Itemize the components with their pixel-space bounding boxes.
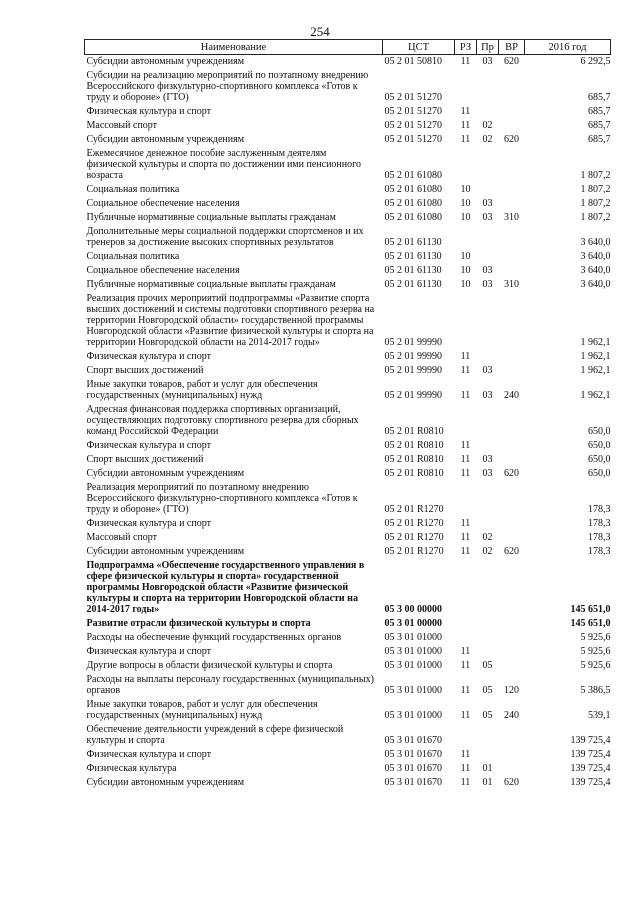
cell-sum: 685,7: [588, 106, 611, 117]
cell-pr: [477, 225, 499, 250]
cell-rz: [455, 403, 477, 439]
cell-name: Спорт высших достижений: [86, 365, 204, 376]
cell-rz: 10: [460, 265, 471, 276]
cell-name: Физическая культура и спорт: [86, 749, 211, 760]
header-sum: 2016 год: [525, 40, 611, 55]
cell-sum: 5 925,6: [580, 632, 611, 643]
cell-sum: 1 807,2: [580, 212, 611, 223]
cell-vr: [499, 481, 525, 517]
cell-sum: 1 807,2: [580, 198, 611, 209]
cell-cst: 05 2 01 61130: [384, 237, 442, 248]
cell-rz: 11: [460, 546, 471, 557]
table-row: [85, 378, 611, 403]
cell-pr: 01: [482, 763, 493, 774]
budget-table: [84, 39, 611, 790]
cell-cst: 05 3 01 01000: [384, 685, 442, 696]
cell-pr: [477, 723, 499, 748]
cell-vr: [499, 631, 525, 645]
cell-vr: 240: [504, 710, 519, 721]
cell-name: Социальное обеспечение населения: [86, 198, 240, 209]
cell-pr: 01: [482, 777, 493, 788]
cell-sum: 1 807,2: [580, 170, 611, 181]
cell-pr: 03: [482, 198, 493, 209]
cell-cst: 05 2 01 99990: [384, 337, 442, 348]
table-row: [85, 545, 611, 559]
cell-vr: [499, 559, 525, 617]
cell-rz: 11: [460, 454, 471, 465]
table-row: [85, 762, 611, 776]
cell-vr: [499, 197, 525, 211]
cell-cst: 05 2 01 50810: [384, 56, 442, 67]
cell-sum: 1 807,2: [580, 184, 611, 195]
cell-cst: 05 2 01 61080: [384, 198, 442, 209]
cell-vr: 120: [504, 685, 519, 696]
cell-name: Физическая культура и спорт: [86, 440, 211, 451]
cell-name: Публичные нормативные социальные выплаты гражданам: [86, 212, 336, 223]
cell-name: Подпрограмма «Обеспечение государственного управления в сфере физической культуры и спорта» государственной программы Новгородской области «Развитие физической культуры и спорта на территории Новгородской области на 2014-2017 годы»: [86, 560, 365, 615]
cell-vr: [499, 147, 525, 183]
cell-cst: 05 2 01 61080: [384, 184, 442, 195]
cell-pr: [477, 481, 499, 517]
table-row: [85, 481, 611, 517]
header-pr: Пр: [477, 40, 499, 55]
table-row: [85, 776, 611, 790]
cell-vr: [499, 762, 525, 776]
cell-cst: 05 2 01 R0810: [384, 440, 444, 451]
cell-cst: 05 2 01 R0810: [384, 468, 444, 479]
table-row: [85, 278, 611, 292]
table-row: [85, 559, 611, 617]
cell-name: Субсидии автономным учреждениям: [86, 546, 245, 557]
cell-rz: 11: [460, 134, 471, 145]
cell-vr: [499, 292, 525, 350]
cell-rz: 11: [460, 120, 471, 131]
cell-rz: [455, 481, 477, 517]
cell-rz: 11: [460, 749, 471, 760]
cell-sum: 6 292,5: [580, 56, 611, 67]
cell-cst: 05 2 01 99990: [384, 390, 442, 401]
cell-pr: [477, 69, 499, 105]
cell-name: Обеспечение деятельности учреждений в сфере физической культуры и спорта: [86, 724, 344, 746]
table-row: [85, 119, 611, 133]
cell-sum: 3 640,0: [580, 279, 611, 290]
cell-name: Субсидии автономным учреждениям: [86, 134, 245, 145]
cell-sum: 1 962,1: [580, 351, 611, 362]
table-row: [85, 631, 611, 645]
table-row: [85, 105, 611, 119]
table-row: [85, 250, 611, 264]
cell-sum: 5 925,6: [580, 646, 611, 657]
table-row: [85, 748, 611, 762]
cell-sum: 650,0: [588, 426, 611, 437]
cell-pr: 02: [482, 532, 493, 543]
cell-cst: 05 3 01 01000: [384, 646, 442, 657]
cell-name: Субсидии на реализацию мероприятий по поэтапному внедрению Всероссийского физкультурно-спортивного комплекса «Готов к труду и обороне» (ГТО): [86, 70, 369, 103]
cell-pr: [477, 183, 499, 197]
table-row: [85, 723, 611, 748]
cell-rz: 11: [460, 468, 471, 479]
cell-pr: [477, 559, 499, 617]
cell-vr: 620: [504, 134, 519, 145]
cell-pr: 03: [482, 390, 493, 401]
cell-rz: 10: [460, 279, 471, 290]
cell-rz: [455, 617, 477, 631]
cell-cst: 05 2 01 99990: [384, 351, 442, 362]
cell-rz: 11: [460, 763, 471, 774]
cell-pr: [477, 292, 499, 350]
cell-name: Физическая культура и спорт: [86, 106, 211, 117]
cell-rz: 10: [460, 212, 471, 223]
table-row: [85, 69, 611, 105]
cell-rz: 11: [460, 365, 471, 376]
cell-pr: 05: [482, 710, 493, 721]
cell-sum: 650,0: [588, 468, 611, 479]
cell-pr: [477, 439, 499, 453]
cell-pr: 02: [482, 120, 493, 131]
cell-vr: 310: [504, 212, 519, 223]
cell-pr: [477, 105, 499, 119]
cell-cst: 05 2 01 R1270: [384, 532, 444, 543]
cell-rz: 11: [460, 777, 471, 788]
cell-pr: [477, 350, 499, 364]
table-row: [85, 673, 611, 698]
cell-sum: 178,3: [588, 546, 611, 557]
cell-rz: 11: [460, 646, 471, 657]
cell-sum: 139 725,4: [570, 777, 611, 788]
cell-sum: 139 725,4: [570, 749, 611, 760]
cell-cst: 05 3 01 01670: [384, 763, 442, 774]
cell-rz: [455, 292, 477, 350]
cell-name: Другие вопросы в области физической культуры и спорта: [86, 660, 333, 671]
cell-vr: [499, 748, 525, 762]
cell-sum: 5 925,6: [580, 660, 611, 671]
table-row: [85, 55, 611, 70]
table-row: [85, 133, 611, 147]
table-row: [85, 264, 611, 278]
cell-sum: 139 725,4: [570, 763, 611, 774]
cell-cst: 05 3 01 01000: [384, 660, 442, 671]
cell-name: Субсидии автономным учреждениям: [86, 56, 245, 67]
cell-cst: 05 3 01 00000: [384, 618, 442, 629]
table-row: [85, 517, 611, 531]
cell-sum: 685,7: [588, 92, 611, 103]
cell-vr: [499, 183, 525, 197]
cell-vr: [499, 617, 525, 631]
cell-cst: 05 2 01 R1270: [384, 546, 444, 557]
cell-sum: 539,1: [588, 710, 611, 721]
cell-vr: 620: [504, 468, 519, 479]
cell-sum: 1 962,1: [580, 337, 611, 348]
table-row: [85, 453, 611, 467]
cell-pr: [477, 617, 499, 631]
cell-name: Расходы на обеспечение функций государственных органов: [86, 632, 342, 643]
table-row: [85, 617, 611, 631]
cell-cst: 05 2 01 51270: [384, 106, 442, 117]
cell-vr: 310: [504, 279, 519, 290]
cell-name: Иные закупки товаров, работ и услуг для обеспечения государственных (муниципальных) нужд: [86, 699, 318, 721]
cell-pr: [477, 517, 499, 531]
cell-vr: [499, 364, 525, 378]
cell-vr: [499, 453, 525, 467]
cell-rz: 11: [460, 390, 471, 401]
cell-sum: 145 651,0: [570, 618, 611, 629]
cell-rz: [455, 69, 477, 105]
table-row: [85, 225, 611, 250]
cell-name: Массовый спорт: [86, 532, 158, 543]
cell-rz: 11: [460, 440, 471, 451]
cell-rz: 10: [460, 184, 471, 195]
cell-cst: 05 2 01 51270: [384, 120, 442, 131]
cell-name: Массовый спорт: [86, 120, 158, 131]
cell-cst: 05 3 01 01000: [384, 632, 442, 643]
cell-name: Спорт высших достижений: [86, 454, 204, 465]
header-cst: ЦСТ: [383, 40, 455, 55]
cell-sum: 1 962,1: [580, 390, 611, 401]
header-vr: ВР: [499, 40, 525, 55]
table-body: [85, 55, 611, 791]
cell-pr: 05: [482, 660, 493, 671]
cell-cst: 05 3 01 01000: [384, 710, 442, 721]
cell-name: Субсидии автономным учреждениям: [86, 777, 245, 788]
cell-name: Социальное обеспечение населения: [86, 265, 240, 276]
cell-sum: 3 640,0: [580, 251, 611, 262]
cell-name: Реализация мероприятий по поэтапному внедрению Всероссийского физкультурно-спортивного комплекса «Готов к труду и обороне» (ГТО): [86, 482, 358, 515]
cell-pr: [477, 403, 499, 439]
table-header: [85, 40, 611, 55]
cell-name: Физическая культура и спорт: [86, 646, 211, 657]
header-rz: РЗ: [455, 40, 477, 55]
table-row: [85, 439, 611, 453]
cell-pr: 03: [482, 454, 493, 465]
cell-rz: 11: [460, 685, 471, 696]
page-number: 254: [310, 24, 330, 39]
cell-cst: 05 3 01 01670: [384, 777, 442, 788]
cell-vr: [499, 659, 525, 673]
cell-cst: 05 2 01 R0810: [384, 454, 444, 465]
cell-rz: 10: [460, 198, 471, 209]
cell-pr: 03: [482, 365, 493, 376]
cell-rz: 11: [460, 351, 471, 362]
cell-rz: [455, 225, 477, 250]
cell-vr: [499, 105, 525, 119]
cell-rz: [455, 147, 477, 183]
cell-vr: [499, 517, 525, 531]
cell-cst: 05 2 01 99990: [384, 365, 442, 376]
cell-pr: [477, 645, 499, 659]
cell-sum: 145 651,0: [570, 604, 611, 615]
cell-pr: [477, 748, 499, 762]
cell-sum: 1 962,1: [580, 365, 611, 376]
cell-sum: 3 640,0: [580, 237, 611, 248]
cell-vr: [499, 403, 525, 439]
cell-vr: 620: [504, 546, 519, 557]
cell-vr: [499, 645, 525, 659]
cell-pr: 03: [482, 56, 493, 67]
cell-sum: 3 640,0: [580, 265, 611, 276]
table-row: [85, 403, 611, 439]
cell-vr: [499, 225, 525, 250]
cell-rz: 11: [460, 660, 471, 671]
cell-pr: [477, 631, 499, 645]
cell-cst: 05 2 01 61080: [384, 212, 442, 223]
cell-pr: 05: [482, 685, 493, 696]
table-row: [85, 147, 611, 183]
table-row: [85, 659, 611, 673]
cell-vr: 620: [504, 56, 519, 67]
table-row: [85, 211, 611, 225]
cell-vr: [499, 350, 525, 364]
cell-vr: 240: [504, 390, 519, 401]
cell-sum: 139 725,4: [570, 735, 611, 746]
cell-cst: 05 2 01 51270: [384, 92, 442, 103]
cell-name: Расходы на выплаты персоналу государственных (муниципальных) органов: [86, 674, 374, 696]
cell-vr: [499, 723, 525, 748]
cell-rz: [455, 631, 477, 645]
cell-pr: 02: [482, 134, 493, 145]
cell-cst: 05 3 00 00000: [384, 604, 442, 615]
cell-pr: [477, 147, 499, 183]
cell-cst: 05 2 01 R0810: [384, 426, 444, 437]
cell-rz: [455, 723, 477, 748]
table-row: [85, 698, 611, 723]
cell-name: Физическая культура и спорт: [86, 351, 211, 362]
cell-pr: 03: [482, 279, 493, 290]
cell-vr: [499, 250, 525, 264]
cell-sum: 685,7: [588, 120, 611, 131]
cell-vr: [499, 119, 525, 133]
table-row: [85, 645, 611, 659]
cell-cst: 05 2 01 61130: [384, 265, 442, 276]
cell-vr: [499, 439, 525, 453]
cell-sum: 685,7: [588, 134, 611, 145]
cell-pr: [477, 250, 499, 264]
table-row: [85, 183, 611, 197]
cell-sum: 178,3: [588, 532, 611, 543]
cell-vr: [499, 69, 525, 105]
cell-rz: 10: [460, 251, 471, 262]
cell-name: Дополнительные меры социальной поддержки спортсменов и их тренеров за достижение высоких спортивных результатов: [86, 226, 364, 248]
cell-rz: 11: [460, 106, 471, 117]
table-row: [85, 364, 611, 378]
cell-sum: 650,0: [588, 440, 611, 451]
cell-name: Социальная политика: [86, 184, 180, 195]
cell-pr: 03: [482, 468, 493, 479]
cell-rz: 11: [460, 532, 471, 543]
cell-name: Реализация прочих мероприятий подпрограммы «Развитие спорта высших достижений и системы подготовки спортивного резерва на территории Новгородской области» государственной программы Новгородской области «Развитие физической культуры и спорта на территории Новгородской области на 2014-2017 годы»: [86, 293, 375, 348]
cell-vr: 620: [504, 777, 519, 788]
cell-cst: 05 2 01 61080: [384, 170, 442, 181]
cell-rz: 11: [460, 710, 471, 721]
table-row: [85, 531, 611, 545]
cell-pr: 03: [482, 212, 493, 223]
cell-sum: 178,3: [588, 504, 611, 515]
cell-pr: 02: [482, 546, 493, 557]
cell-cst: 05 2 01 51270: [384, 134, 442, 145]
cell-name: Публичные нормативные социальные выплаты гражданам: [86, 279, 336, 290]
cell-cst: 05 3 01 01670: [384, 735, 442, 746]
cell-sum: 650,0: [588, 454, 611, 465]
cell-name: Адресная финансовая поддержка спортивных организаций, осуществляющих подготовку спортивного резерва для сборных команд Российской Федерации: [86, 404, 359, 437]
cell-name: Иные закупки товаров, работ и услуг для обеспечения государственных (муниципальных) нужд: [86, 379, 318, 401]
cell-rz: 11: [460, 56, 471, 67]
cell-pr: 03: [482, 265, 493, 276]
table-row: [85, 350, 611, 364]
cell-name: Ежемесячное денежное пособие заслуженным деятелям физической культуры и спорта по достижении ими пенсионного возраста: [86, 148, 361, 181]
table-row: [85, 467, 611, 481]
cell-sum: 5 386,5: [580, 685, 611, 696]
cell-name: Физическая культура и спорт: [86, 518, 211, 529]
cell-vr: [499, 531, 525, 545]
cell-name: Субсидии автономным учреждениям: [86, 468, 245, 479]
cell-cst: 05 2 01 R1270: [384, 504, 444, 515]
table-row: [85, 292, 611, 350]
cell-cst: 05 2 01 R1270: [384, 518, 444, 529]
cell-cst: 05 3 01 01670: [384, 749, 442, 760]
cell-name: Социальная политика: [86, 251, 180, 262]
cell-vr: [499, 264, 525, 278]
table-row: [85, 197, 611, 211]
cell-rz: [455, 559, 477, 617]
cell-name: Развитие отрасли физической культуры и спорта: [86, 618, 311, 629]
cell-cst: 05 2 01 61130: [384, 279, 442, 290]
header-name: Наименование: [85, 40, 383, 55]
cell-name: Физическая культура: [86, 763, 177, 774]
cell-sum: 178,3: [588, 518, 611, 529]
cell-rz: 11: [460, 518, 471, 529]
cell-cst: 05 2 01 61130: [384, 251, 442, 262]
